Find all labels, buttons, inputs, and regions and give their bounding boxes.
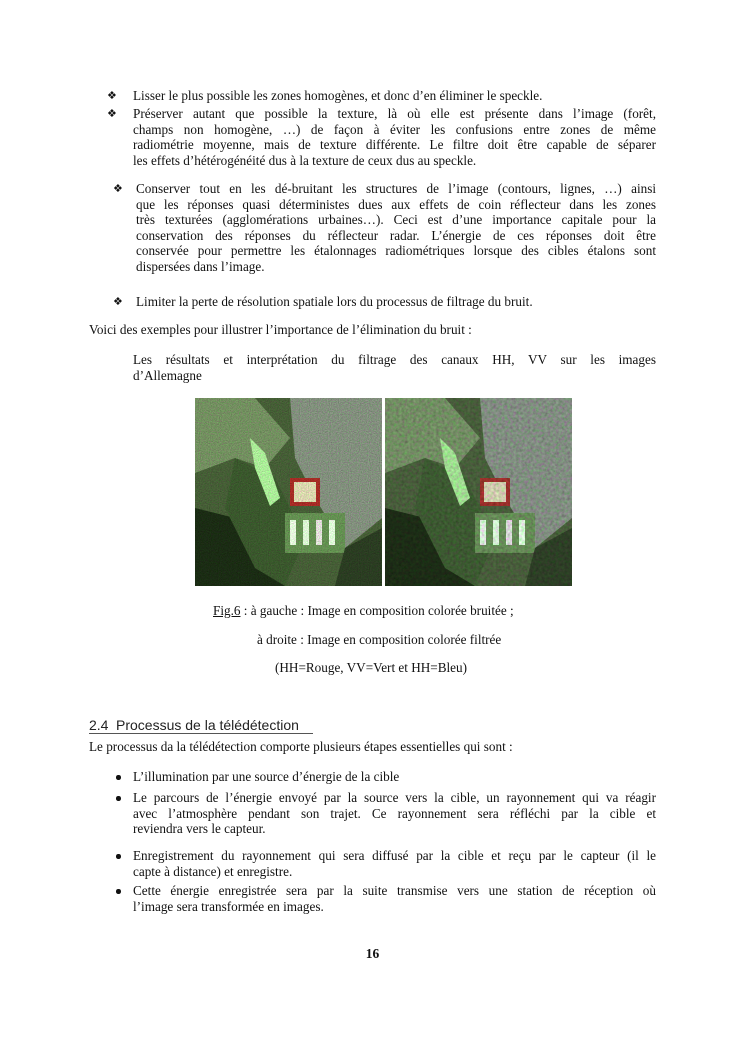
page-number: 16	[365, 946, 380, 961]
sar-filtered-image	[385, 398, 572, 586]
bullet-dot-icon	[116, 796, 121, 801]
figure-caption-line3: (HH=Rouge, VV=Vert et HH=Bleu)	[275, 660, 468, 675]
list-item: L’illumination par une source d’énergie de la cible	[133, 769, 400, 784]
diamond-bullet-icon: ❖	[107, 107, 117, 120]
list-item: Conserver tout en les dé-bruitant les structures de l’image (contours, lignes, …) ainsi que les réponses quasi déterministes dues aux effets de coin réflecteur dans les zones très texturées (agglomérations urbaines…). Ceci est d’une importance capitale pour la conservation des réponses du réflecteur radar. L’énergie de ces réponses doit être conservée pour permettre les étalonnages radiométriques lorsque des cibles étalons sont dispersées dans l’image.	[136, 181, 656, 274]
sar-noisy-image	[195, 398, 382, 586]
list-item: Préserver autant que possible la texture, là où elle est présente dans l’image (forêt, champs non homogène, …) de façon à éviter les confusions entre zones de même radiométrie moyenne, mais de texture différente. Le filtre doit être capable de séparer les effets d’hétérogénéité dus à la texture de ceux dus au speckle.	[133, 106, 656, 168]
examples-intro: Voici des exemples pour illustrer l’importance de l’élimination du bruit :	[89, 322, 472, 337]
list-item: Limiter la perte de résolution spatiale lors du processus de filtrage du bruit.	[136, 294, 533, 309]
noisy-image	[195, 398, 382, 586]
diamond-bullet-icon: ❖	[113, 295, 123, 308]
bullet-dot-icon	[116, 854, 121, 859]
bullet-dot-icon	[116, 889, 121, 894]
list-item: Le parcours de l’énergie envoyé par la source vers la cible, un rayonnement qui va réagir avec l’atmosphère pendant son trajet. Ce rayonnement sera réfléchi par la cible et reviendra vers le capteur.	[133, 790, 656, 837]
figure-caption-line2: à droite : Image en composition colorée filtrée	[257, 632, 502, 647]
figure-caption-line1: Fig.6 : à gauche : Image en composition colorée bruitée ;	[213, 603, 514, 618]
bullet-dot-icon	[116, 775, 121, 780]
list-item: Lisser le plus possible les zones homogènes, et donc d’en éliminer le speckle.	[133, 88, 543, 103]
heading-underline	[89, 733, 313, 734]
figure-intro: Les résultats et interprétation du filtrage des canaux HH, VV sur les images d’Allemagne	[133, 352, 656, 383]
section-number: 2.4	[89, 717, 109, 733]
diamond-bullet-icon: ❖	[107, 89, 117, 102]
diamond-bullet-icon: ❖	[113, 182, 123, 195]
process-intro: Le processus da la télédétection comporte plusieurs étapes essentielles qui sont :	[89, 739, 513, 754]
list-item: Cette énergie enregistrée sera par la suite transmise vers une station de réception où l’image sera transformée en images.	[133, 883, 656, 914]
figure-label: Fig.6	[213, 603, 241, 618]
filtered-image	[385, 398, 572, 586]
list-item: Enregistrement du rayonnement qui sera diffusé par la cible et reçu par le capteur (il le capte à distance) et enregistre.	[133, 848, 656, 879]
section-title: Processus de la télédétection	[116, 717, 299, 733]
section-heading	[89, 716, 669, 734]
